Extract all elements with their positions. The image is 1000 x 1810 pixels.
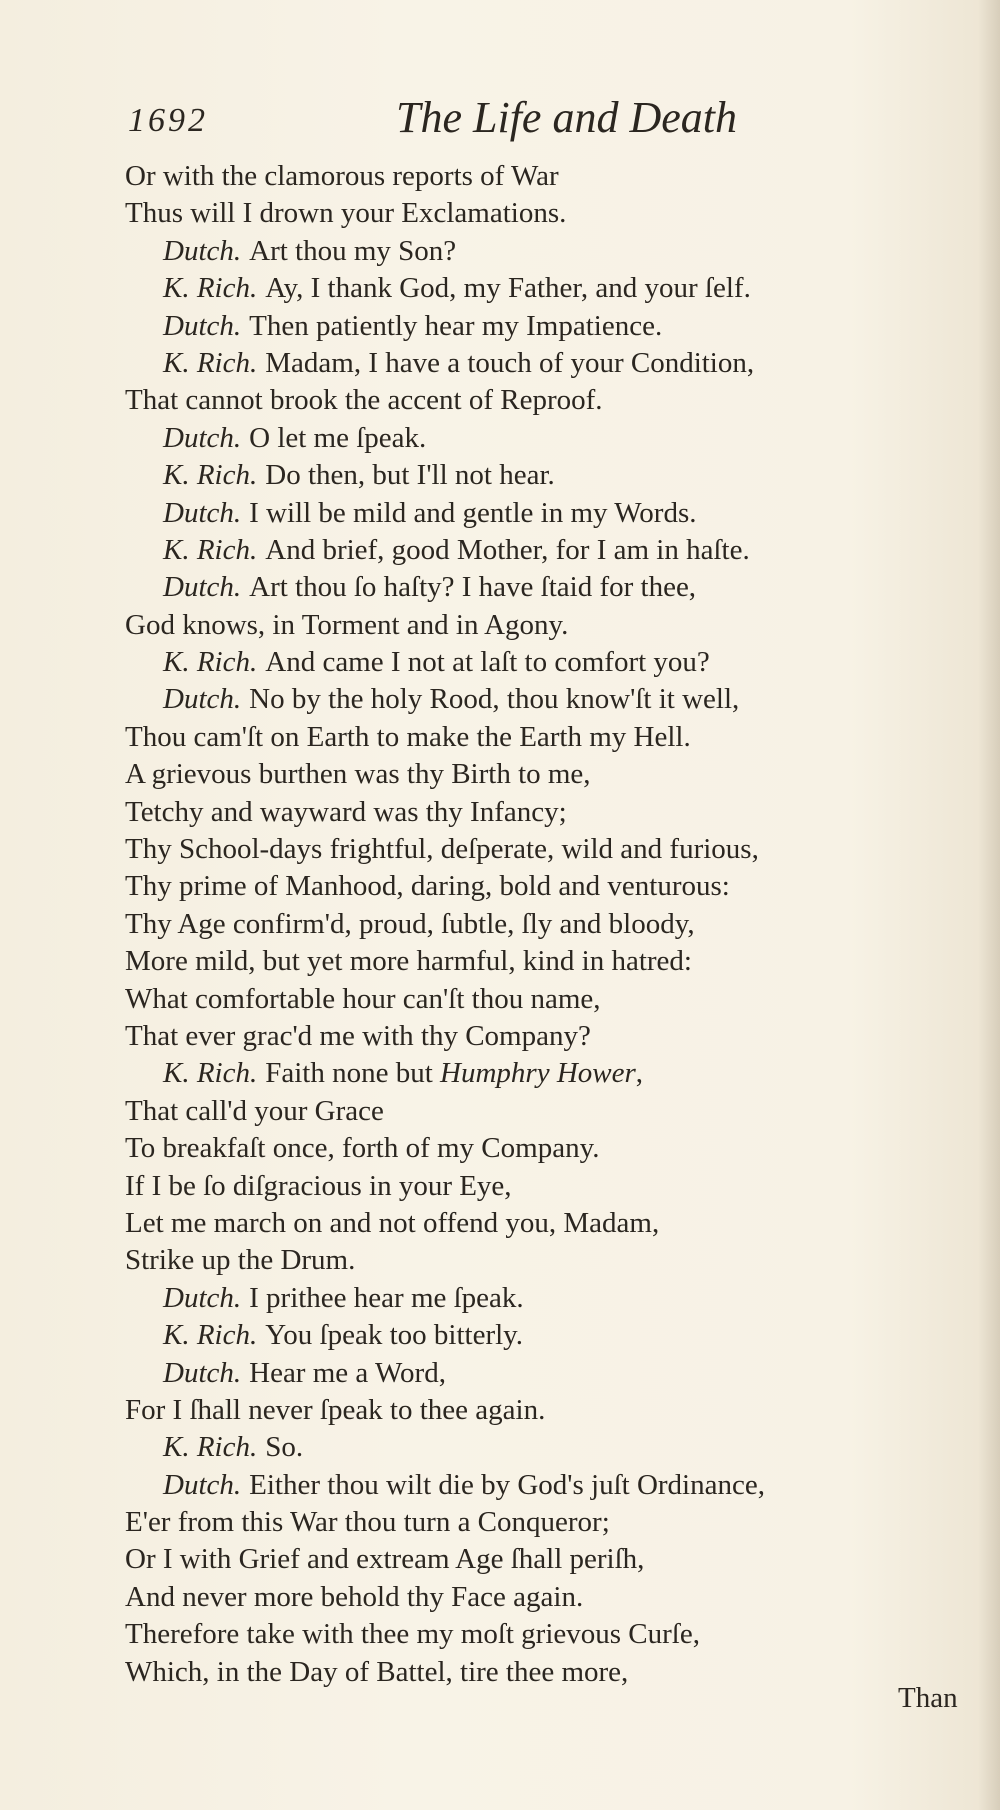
line-punctuation: , bbox=[635, 1057, 644, 1090]
line-text: O let me ſpeak. bbox=[249, 421, 427, 454]
running-head bbox=[128, 92, 888, 150]
verse-line bbox=[125, 794, 985, 831]
verse-line bbox=[125, 943, 985, 980]
line-text: Or I with Grief and extream Age ſhall periſh, bbox=[125, 1543, 645, 1576]
line-text: Which, in the Day of Battel, tire thee more, bbox=[125, 1655, 629, 1688]
speech-line bbox=[125, 345, 985, 382]
italic-name: Humphry Hower bbox=[440, 1057, 636, 1090]
speaker-name: Dutch. bbox=[163, 234, 242, 267]
verse-line bbox=[125, 1130, 985, 1167]
verse-line bbox=[125, 1168, 985, 1205]
line-text: For I ſhall never ſpeak to thee again. bbox=[125, 1393, 546, 1426]
speech-line bbox=[125, 1317, 985, 1354]
line-text: Thy prime of Manhood, daring, bold and venturous: bbox=[125, 870, 730, 903]
verse-line bbox=[125, 981, 985, 1018]
speech-line bbox=[125, 495, 985, 532]
line-text: If I be ſo diſgracious in your Eye, bbox=[125, 1169, 512, 1202]
speech-line bbox=[125, 308, 985, 345]
page-number: 1692 bbox=[128, 102, 208, 139]
line-text: Faith none but bbox=[265, 1057, 441, 1090]
line-text: So. bbox=[265, 1431, 304, 1464]
line-text: That cannot brook the accent of Reproof. bbox=[125, 384, 603, 417]
speech-line bbox=[125, 1055, 985, 1092]
line-text: Therefore take with thee my moſt grievous Curſe, bbox=[125, 1618, 700, 1651]
verse-line bbox=[125, 1579, 985, 1616]
catchword: Than bbox=[898, 1682, 958, 1714]
speech-line bbox=[125, 270, 985, 307]
line-text: Thy School-days frightful, deſperate, wild and furious, bbox=[125, 833, 759, 866]
speech-line bbox=[125, 457, 985, 494]
speaker-name: Dutch. bbox=[163, 1356, 242, 1389]
line-text: Thou cam'ſt on Earth to make the Earth my Hell. bbox=[125, 720, 691, 753]
speaker-name: Dutch. bbox=[163, 496, 242, 529]
speech-line bbox=[125, 1467, 985, 1504]
speaker-name: K. Rich. bbox=[163, 646, 258, 679]
speaker-name: K. Rich. bbox=[163, 1431, 258, 1464]
line-text: Either thou wilt die by God's juſt Ordinance, bbox=[249, 1468, 765, 1501]
running-title: The Life and Death bbox=[396, 93, 737, 142]
line-text: Or with the clamorous reports of War bbox=[125, 160, 559, 192]
line-text: What comfortable hour can'ſt thou name, bbox=[125, 982, 601, 1015]
line-text: God knows, in Torment and in Agony. bbox=[125, 608, 569, 641]
line-text: That call'd your Grace bbox=[125, 1094, 384, 1127]
play-text bbox=[125, 158, 985, 1691]
speaker-name: K. Rich. bbox=[163, 1057, 258, 1090]
line-text: I will be mild and gentle in my Words. bbox=[249, 496, 697, 529]
line-text: More mild, but yet more harmful, kind in hatred: bbox=[125, 945, 692, 978]
speaker-name: K. Rich. bbox=[163, 459, 258, 492]
speech-line bbox=[125, 1355, 985, 1392]
speaker-name: Dutch. bbox=[163, 1281, 242, 1314]
line-text: Let me march on and not offend you, Madam, bbox=[125, 1206, 660, 1239]
verse-line bbox=[125, 1654, 985, 1691]
speaker-name: K. Rich. bbox=[163, 346, 258, 379]
line-text: And never more behold thy Face again. bbox=[125, 1580, 584, 1613]
speech-line bbox=[125, 644, 985, 681]
verse-line bbox=[125, 1205, 985, 1242]
speech-line bbox=[125, 420, 985, 457]
verse-line bbox=[125, 756, 985, 793]
verse-line bbox=[125, 868, 985, 905]
verse-line bbox=[125, 382, 985, 419]
line-text: A grievous burthen was thy Birth to me, bbox=[125, 758, 591, 791]
verse-line bbox=[125, 1242, 985, 1279]
line-text: Do then, but I'll not hear. bbox=[265, 459, 555, 492]
speaker-name: Dutch. bbox=[163, 571, 242, 604]
verse-line bbox=[125, 1093, 985, 1130]
speech-line bbox=[125, 532, 985, 569]
line-text: I prithee hear me ſpeak. bbox=[249, 1281, 524, 1314]
line-text: Thus will I drown your Exclamations. bbox=[125, 197, 567, 230]
verse-line bbox=[125, 158, 985, 195]
speech-line bbox=[125, 1429, 985, 1466]
verse-line bbox=[125, 607, 985, 644]
line-text: And came I not at laſt to comfort you? bbox=[265, 646, 710, 679]
line-text: Strike up the Drum. bbox=[125, 1244, 356, 1277]
verse-line bbox=[125, 1018, 985, 1055]
line-text: Madam, I have a touch of your Condition, bbox=[265, 346, 755, 379]
line-text: Thy Age confirm'd, proud, ſubtle, ſly and bloody, bbox=[125, 907, 695, 940]
verse-line bbox=[125, 719, 985, 756]
verse-line bbox=[125, 831, 985, 868]
line-text: That ever grac'd me with thy Company? bbox=[125, 1019, 591, 1052]
speech-line bbox=[125, 1280, 985, 1317]
speaker-name: Dutch. bbox=[163, 421, 242, 454]
line-text: To breakfaſt once, forth of my Company. bbox=[125, 1132, 600, 1165]
speaker-name: K. Rich. bbox=[163, 533, 258, 566]
speaker-name: Dutch. bbox=[163, 683, 242, 716]
line-text: No by the holy Rood, thou know'ſt it well, bbox=[249, 683, 740, 716]
line-text: E'er from this War thou turn a Conqueror; bbox=[125, 1506, 610, 1539]
line-text: Hear me a Word, bbox=[249, 1356, 446, 1389]
speech-line bbox=[125, 569, 985, 606]
verse-line bbox=[125, 1392, 985, 1429]
line-text: Art thou my Son? bbox=[249, 234, 457, 267]
verse-line bbox=[125, 1504, 985, 1541]
speech-line bbox=[125, 233, 985, 270]
speaker-name: Dutch. bbox=[163, 309, 242, 342]
verse-line bbox=[125, 195, 985, 232]
line-text: Tetchy and wayward was thy Infancy; bbox=[125, 795, 567, 828]
speaker-name: Dutch. bbox=[163, 1468, 242, 1501]
line-text: Then patiently hear my Impatience. bbox=[249, 309, 663, 342]
verse-line bbox=[125, 906, 985, 943]
speech-line bbox=[125, 681, 985, 718]
line-text: And brief, good Mother, for I am in haſte. bbox=[265, 533, 750, 566]
verse-line bbox=[125, 1616, 985, 1653]
speaker-name: K. Rich. bbox=[163, 272, 258, 305]
line-text: Art thou ſo haſty? I have ſtaid for thee, bbox=[249, 571, 697, 604]
verse-line bbox=[125, 1541, 985, 1578]
line-text: Ay, I thank God, my Father, and your ſelf. bbox=[265, 272, 751, 305]
speaker-name: K. Rich. bbox=[163, 1319, 258, 1352]
line-text: You ſpeak too bitterly. bbox=[265, 1319, 524, 1352]
